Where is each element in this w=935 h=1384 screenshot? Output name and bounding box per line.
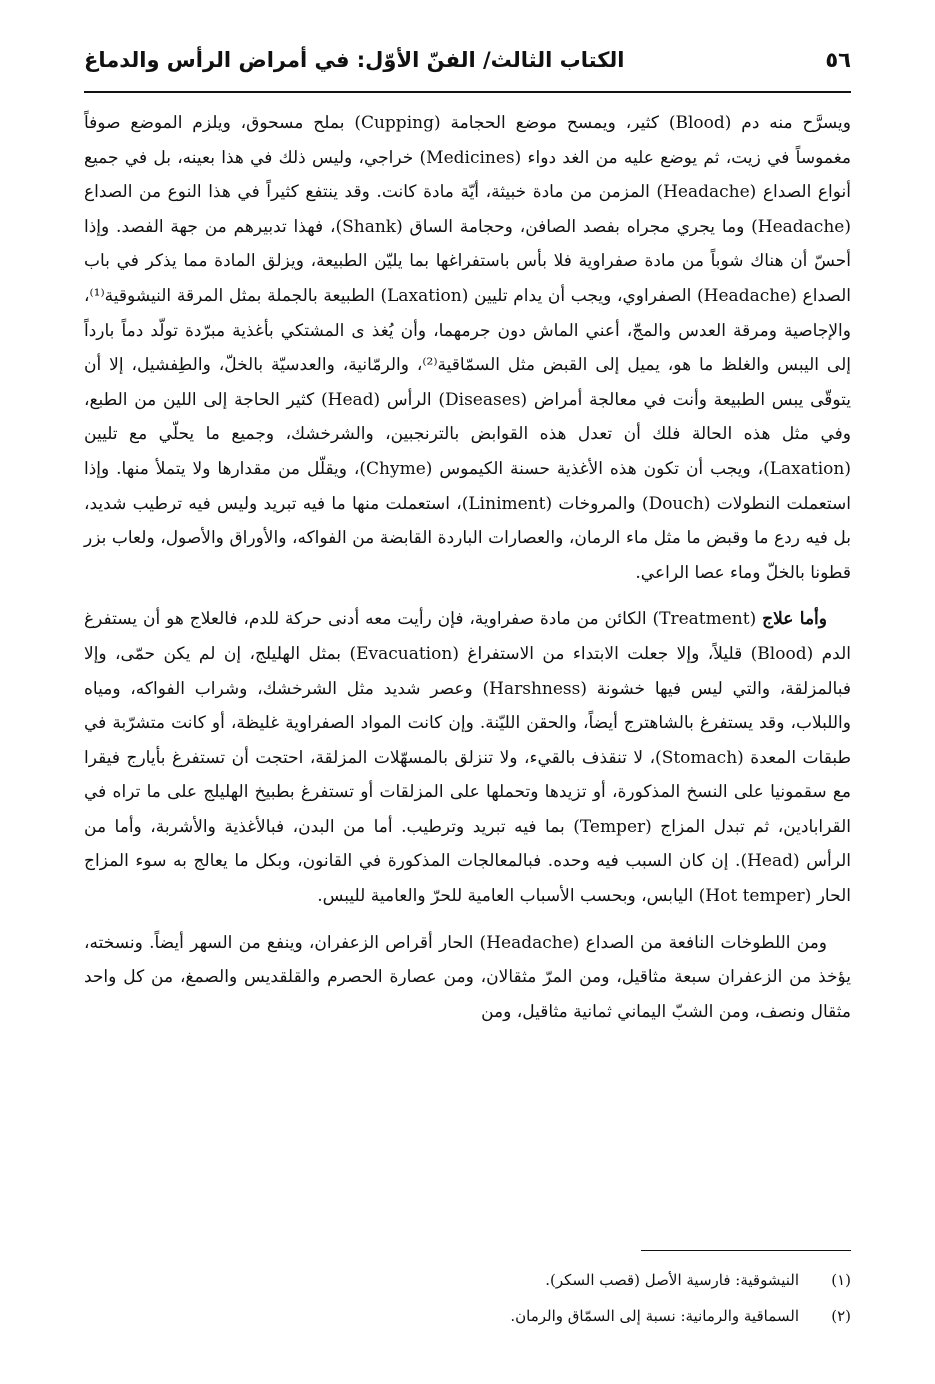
- page-header: [84, 38, 851, 82]
- paragraph: [84, 926, 851, 1030]
- footnote-number: (١): [831, 1271, 851, 1289]
- paragraph-text: ومن اللطوخات النافعة من الصداع (Headache) الحار أقراص الزعفران، وينفع من السهر أيضاً. ونسخته، يؤخذ من الزعفران سبعة مثاقيل، ومن المرّ مثقالان، ومن عصارة الحصرم والقلقديس والصمغ، من كل واحد مثقال ونصف، ومن الشبّ اليماني ثمانية مثاقيل، ومن: [84, 932, 851, 1022]
- footnote: [84, 1262, 851, 1298]
- page-number: ٥٦: [825, 48, 851, 72]
- footnote-number: (٢): [831, 1307, 851, 1325]
- running-title: الكتاب الثالث/ الفنّ الأوّل: في أمراض الرأس والدماغ: [84, 48, 625, 72]
- paragraph-text: (Treatment) الكائن من مادة صفراوية، فإن رأيت معه أدنى حركة للدم، فالعلاج هو أن يستفرغ الدم (Blood) قليلاً، وإلا جعلت الابتداء من الاستفراغ (Evacuation) بمثل الهليلج، إن لم يكن حمّى، وإلا فبالمزلقة، والتي ليس فيها خشونة (Harshness) وعصر شديد مثل الشرخشك، وشراب الفواكه، ومياه واللبلاب، وقد يستفرغ بالشاهترج أيضاً، والحقن الليّنة. وإن كانت المواد الصفراوية غليظة، أو كانت متشرّبة في طبقات المعدة (Stomach)، لا تنقذف بالقيء، ولا تنزلق بالمسهّلات المزلقة، احتجت أن تستفرغ بأيارج فيقرا مع سقمونيا على النسخ المذكورة، أو تزيدها وتحملها على المزلقات أو تستفرغ بطبيخ الهليلج على ما تراه في القرابادين، ثم تبدل المزاج (Temper) بما فيه تبريد وترطيب. أما من البدن، فبالأغذية والأشربة، وأما من الرأس (Head). إن كان السبب فيه وحده. فبالمعالجات المذكورة في القانون، وبكل ما يعالج به سوء المزاج الحار (Hot temper) اليابس، وبحسب الأسباب العامية للحرّ والعامية لليبس.: [84, 609, 852, 907]
- paragraph: [84, 106, 851, 590]
- paragraph: [84, 602, 851, 913]
- paragraph-text: ويسرَّح منه دم (Blood) كثير، ويمسح موضع الحجامة (Cupping) بملح مسحوق، ويلزم الموضع صوفاً مغموساً في زيت، ثم يوضع عليه من الغد دواء (Medicines) خراجي، وليس ذلك في هذا بعينه، بل في جميع أنواع الصداع (Headache) المزمن من مادة خبيثة، أيّة مادة كانت. وقد ينتفع كثيراً في هذا النوع من الصداع (Headache) وما يجري مجراه بفصد الصافن، وحجامة الساق (Shank)، فهذا تدبيرهم من جهة الفصد. وإذا أحسّ أن هناك شوباً من مادة صفراوية فلا بأس باستفراغها بما يليّن الطبيعة، ويزلق المادة مما يذكر في باب الصداع (Headache) الصفراوي، ويجب أن يدام تليين (Laxation) الطبيعة بالجملة بمثل المرقة النيشوقية⁽¹⁾، والإجاصية ومرقة العدس والمجّ، أعني الماش دون جرمهما، وأن يُغذ ى المشتكي بأغذية مبرّدة تولّد دماً بارداً إلى اليبس والغلظ ما هو، يميل إلى القبض مثل السمّاقية⁽²⁾، والرمّانية، والعدسيّة بالخلّ، والطِفشيل، إلا أن يتوقّى يبس الطبيعة وأنت في معالجة أمراض (Diseases) الرأس (Head) كثير الحاجة إلى اللين من الطبع، وفي مثل هذه الحالة فلك أن تعدل هذه القوابض بالترنجبين، والشرخشك، وجميع ما يحلّي مع تليين (Laxation)، ويجب أن تكون هذه الأغذية حسنة الكيموس (Chyme)، ويقلّل من مقدارها ولا يتملأ منها. وإذا استعملت النطولات (Douch) والمروخات (Liniment)، استعملت منها ما فيه تبريد وليس فيه ترطيب شديد، بل فيه ردع ما وقبض ما مثل ماء الرمان، والعصارات الباردة القابضة من الفواكه، والأوراق والأصول، ولعاب بزر قطونا بالخلّ وماء عصا الراعي.: [84, 113, 852, 583]
- body-text: [84, 106, 851, 1041]
- footnote-text: السماقية والرمانية: نسبة إلى السمّاق والرمان.: [510, 1307, 799, 1325]
- footnote: [84, 1298, 851, 1334]
- footnotes: [84, 1262, 851, 1334]
- footnote-text: النيشوقية: فارسية الأصل (قصب السكر).: [545, 1271, 799, 1289]
- header-divider: [84, 91, 851, 93]
- paragraph-lead: وأما علاج: [762, 609, 827, 630]
- footnote-divider: [641, 1250, 851, 1251]
